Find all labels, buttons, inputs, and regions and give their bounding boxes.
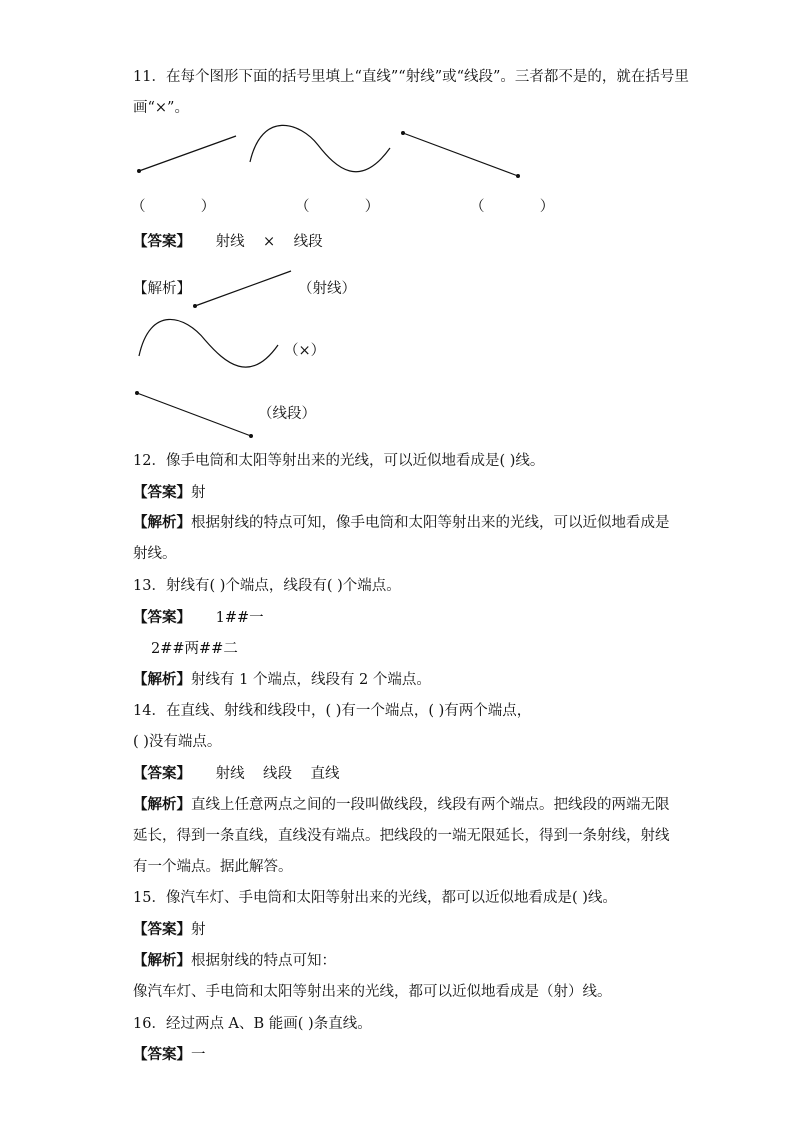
- q13-question: 13．射线有( )个端点，线段有( )个端点。: [133, 578, 401, 594]
- answer-tag: 【答案】: [133, 609, 191, 626]
- answer-tag: 【答案】: [133, 1046, 191, 1063]
- answer-tag: 【答案】: [133, 765, 191, 782]
- q11-question-line1: 11．在每个图形下面的括号里填上“直线”“射线”或“线段”。三者都不是的，就在括号里: [133, 69, 689, 85]
- q12-answer: [133, 484, 206, 502]
- q15-analysis-line2: 像汽车灯、手电筒和太阳等射出来的光线，都可以近似地看成是（射）线。: [133, 984, 612, 1000]
- blank-paren-1: （ ）: [131, 199, 216, 215]
- answer-text: 射线 线段 直线: [215, 766, 340, 782]
- answer-text: 射线 × 线段: [215, 234, 323, 250]
- blank-paren-2: （ ）: [295, 199, 380, 215]
- answer-tag: 【答案】: [133, 484, 191, 501]
- q12-analysis-line2: 射线。: [133, 546, 177, 562]
- q12-question: 12．像手电筒和太阳等射出来的光线，可以近似地看成是( )线。: [133, 453, 545, 469]
- analysis-text: 根据射线的特点可知：: [191, 953, 336, 969]
- analysis-text: 直线上任意两点之间的一段叫做线段，线段有两个端点。把线段的两端无限: [191, 797, 670, 813]
- q14-analysis-line2: 延长，得到一条直线，直线没有端点。把线段的一端无限延长，得到一条射线，射线: [133, 828, 670, 844]
- q14-question-line2: ( )没有端点。: [133, 734, 222, 750]
- analysis-figure-segment: [0, 0, 794, 450]
- q16-question: 16．经过两点 A、B 能画( )条直线。: [133, 1016, 372, 1032]
- analysis-text: 根据射线的特点可知，像手电筒和太阳等射出来的光线，可以近似地看成是: [191, 515, 670, 531]
- q13-answer-line2: 2##两##二: [151, 641, 238, 657]
- answer-text: 一: [191, 1047, 206, 1063]
- answer-tag: 【答案】: [133, 233, 191, 250]
- q14-analysis-line3: 有一个端点。据此解答。: [133, 859, 293, 875]
- analysis-label-x: （×）: [284, 343, 326, 359]
- blank-paren-3: （ ）: [470, 199, 555, 215]
- q13-answer: [133, 609, 264, 627]
- q14-answer: [133, 765, 339, 783]
- q16-answer: [133, 1046, 206, 1064]
- answer-tag: 【答案】: [133, 921, 191, 938]
- q15-analysis-line1: [133, 952, 336, 970]
- answer-text: 射: [191, 485, 206, 501]
- q15-answer: [133, 921, 206, 939]
- q15-question: 15．像汽车灯、手电筒和太阳等射出来的光线，都可以近似地看成是( )线。: [133, 890, 617, 906]
- q12-analysis-line1: [133, 514, 670, 532]
- answer-text: 射: [191, 922, 206, 938]
- q14-analysis-line1: [133, 796, 670, 814]
- analysis-label-segment: （线段）: [258, 406, 316, 422]
- q11-analysis-tag: 【解析】: [133, 281, 191, 297]
- analysis-tag: 【解析】: [133, 952, 191, 969]
- q11-question-line2: 画“×”。: [133, 100, 189, 116]
- analysis-tag: 【解析】: [133, 514, 191, 531]
- q14-question-line1: 14．在直线、射线和线段中，( )有一个端点，( )有两个端点，: [133, 703, 532, 719]
- analysis-text: 射线有 1 个端点，线段有 2 个端点。: [191, 672, 431, 688]
- answer-text-1: 1##一: [215, 610, 264, 626]
- q13-analysis: [133, 671, 431, 689]
- analysis-tag: 【解析】: [133, 671, 191, 688]
- analysis-label-ray: （射线）: [298, 281, 356, 297]
- analysis-tag: 【解析】: [133, 796, 191, 813]
